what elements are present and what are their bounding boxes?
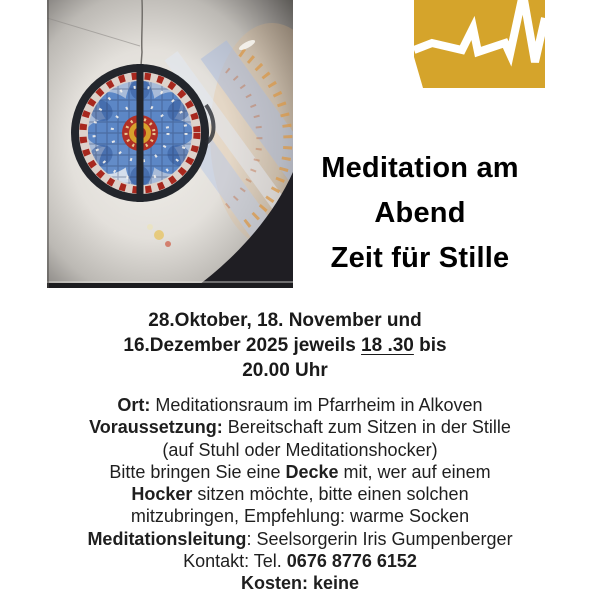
dates-line-3: 20.00 Uhr bbox=[242, 360, 328, 381]
detail-stool: Hocker sitzen möchte, bitte einen solchen bbox=[131, 484, 469, 505]
detail-location: Ort: Meditationsraum im Pfarrheim in Alkoven bbox=[117, 395, 483, 415]
dates-line-2: 16.Dezember 2025 jeweils 18 .30 bis bbox=[123, 335, 447, 356]
page-title bbox=[284, 146, 556, 281]
window-mullion bbox=[137, 64, 144, 202]
detail-leader: Meditationsleitung: Seelsorgerin Iris Gumpenberger bbox=[87, 528, 513, 549]
title-line-2: Abend bbox=[374, 197, 466, 229]
detail-cost: Kosten: keine bbox=[240, 573, 360, 594]
dates-line-1: 28.Oktober, 18. November und bbox=[148, 310, 422, 331]
detail-requirement: Voraussetzung: Bereitschaft zum Sitzen in der Stille bbox=[89, 417, 511, 438]
title-line-3: Zeit für Stille bbox=[330, 242, 510, 274]
title-line-1: Meditation am bbox=[321, 152, 519, 184]
event-dates bbox=[15, 308, 555, 383]
detail-contact: Kontakt: Tel. 0676 8776 6152 bbox=[183, 551, 417, 572]
detail-blanket: Bitte bringen Sie eine Decke mit, wer auf einem bbox=[109, 461, 491, 482]
detail-socks: mitzubringen, Empfehlung: warme Socken bbox=[130, 506, 470, 527]
detail-requirement-2: (auf Stuhl oder Meditationshocker) bbox=[162, 439, 438, 460]
event-details bbox=[20, 394, 580, 595]
stained-glass-window-photo bbox=[47, 0, 293, 288]
heartbeat-logo bbox=[414, 0, 545, 88]
